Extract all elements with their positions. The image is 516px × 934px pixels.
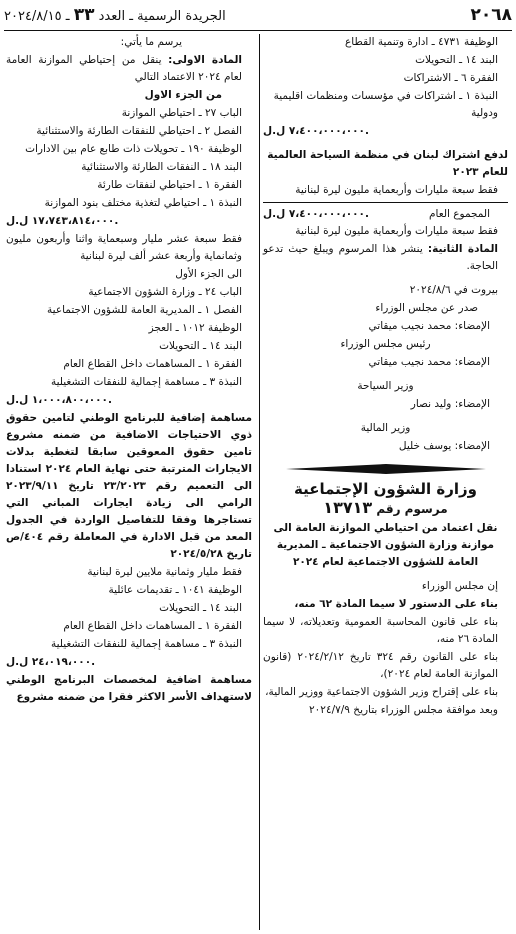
line: البند ١٨ ـ النفقات الطارئة والاستثنائية	[81, 161, 242, 173]
line: الوظيفة ١٩٠ ـ تحويلات ذات طابع عام بين الادارات	[25, 143, 242, 155]
total-amount: ٧،٤٠٠،٠٠٠،٠٠٠ ل.ل.	[263, 208, 369, 220]
line: الفصل ٢ ـ احتياطي للنفقات الطارئة والاستثنائية	[36, 125, 242, 137]
amount: ١،٠٠٠،٨٠٠،٠٠٠ ل.ل.	[6, 394, 112, 406]
signature: الإمضاء: وليد نصار	[410, 398, 490, 410]
divider	[263, 202, 508, 203]
part-heading: من الجزء الاول	[144, 89, 222, 101]
issue-number: ٣٣	[73, 5, 95, 25]
basis: بناء على إقتراح وزير الشؤون الاجتماعية ووزير المالية،	[265, 686, 498, 698]
signature: الإمضاء: يوسف خليل	[398, 440, 490, 452]
total-words: فقط سبعة مليارات وأربعماية مليون ليرة لبنانية	[295, 225, 498, 237]
article-1-text: ينقل من إحتياطي الموازنة العامة لعام ٢٠٢٤ الاعتماد التالي	[6, 54, 242, 83]
line: النبذة ٣ ـ مساهمة إجمالية للنفقات التشغيلية	[50, 376, 242, 388]
page-number: ٢٠٦٨	[470, 5, 512, 25]
line: البند ١٤ ـ التحويلات	[159, 340, 242, 352]
contribution-paragraph: مساهمة اضافية لمخصصات البرنامج الوطني لاستهداف الأسر الاكثر فقرا من ضمنه مشروع	[6, 674, 252, 703]
issue-date: ـ ٢٠٢٤/٨/١٥	[4, 9, 70, 24]
article-2-label: المادة الثانية:	[427, 243, 498, 255]
line: النبذة ١ ـ احتياطي لتغذية مختلف بنود الموازنة	[44, 197, 242, 209]
right-column	[263, 34, 508, 720]
line: الباب ٢٧ ـ احتياطي الموازنة	[121, 107, 242, 119]
article-2-text: ينشر هذا المرسوم ويبلغ حيث تدعو الحاجة.	[263, 243, 498, 272]
article-1-label: المادة الاولى:	[168, 54, 242, 66]
signature: الإمضاء: محمد نجيب ميقاتي	[368, 356, 490, 368]
ornament-icon	[286, 463, 486, 475]
basis: بناء على قانون المحاسبة العمومية وتعديلاته، لا سيما المادة ٢٦ منه،	[263, 616, 498, 645]
decrees-line: يرسم ما يأتي:	[120, 36, 182, 48]
official-title: وزير المالية	[360, 422, 411, 434]
basis: بناء على الدستور لا سيما المادة ٦٢ منه،	[294, 598, 498, 610]
ornament-divider	[263, 459, 508, 479]
amount-words: فقط سبعة عشر مليار وسبعماية واثنا وأربعون مليون وثمانماية وأربعة عشر ألف ليرة لبنانية	[6, 233, 242, 262]
amount: ١٧،٧٤٣،٨١٤،٠٠٠ ل.ل.	[6, 215, 119, 227]
page-header	[4, 0, 512, 30]
line: الفصل ١ ـ المديرية العامة للشؤون الاجتماعية	[47, 304, 242, 316]
amount: ٢٤،٠١٩،٠٠٠ ل.ل.	[6, 656, 96, 668]
column-divider	[259, 34, 260, 930]
decree-heading	[263, 499, 508, 518]
decree-subject: نقل اعتماد من احتياطي الموازنة العامة الى موازنة وزارة الشؤون الاجتماعية ـ المديرية العامة للشؤون الاجتماعية لعام ٢٠٢٤	[273, 522, 498, 568]
gazette-title: الجريدة الرسمية ـ العدد	[98, 9, 226, 24]
basis: وبعد موافقة مجلس الوزراء بتاريخ ٢٠٢٤/٧/٩	[309, 704, 498, 716]
official-title: رئيس مجلس الوزراء	[340, 338, 431, 350]
council: إن مجلس الوزراء	[421, 580, 498, 592]
article-1	[6, 52, 252, 86]
contribution-paragraph: مساهمة إضافية للبرنامج الوطني لتامين حقوق ذوي الاحتياجات الاضافية من ضمنه مشروع تامين حقوق المعوقين سابقا لتغطية بدلات الايجارات المترتبة حتى نهاية العام ٢٠٢٤ استنادا الى التعميم رقم ٢٣/٢٠٢٣ تاريخ ٢٠٢٣/٩/١١ الرامي الى زيادة ايجارات المباني التي تستاجرها وفقا للتفاصيل الواردة في الجدول المعد من قبل الادارة في المعاملة رقم ٤٠٤/ص تاريخ ٢٠٢٤/٥/٢٨	[6, 412, 252, 560]
header-divider	[4, 30, 512, 31]
line: الوظيفة ٤٧٣١ ـ ادارة وتنمية القطاع	[345, 36, 498, 48]
gazette-heading	[4, 5, 226, 25]
line: الفقرة ٦ ـ الاشتراكات	[403, 72, 498, 84]
left-column	[6, 34, 252, 707]
line: البند ١٤ ـ التحويلات	[159, 602, 242, 614]
issued-by: صدر عن مجلس الوزراء	[375, 302, 478, 314]
line: الوظيفة ١٠٤١ ـ تقديمات عائلية	[108, 584, 242, 596]
amount-words: فقط سبعة مليارات وأربعماية مليون ليرة لبنانية	[295, 184, 498, 196]
section-title: لدفع اشتراك لبنان في منظمة السياحة العالمية للعام ٢٠٢٣	[267, 149, 508, 178]
line: البند ١٤ ـ التحويلات	[415, 54, 498, 66]
line: الفقرة ١ ـ المساهمات داخل القطاع العام	[63, 358, 242, 370]
total-label: المجموع العام	[429, 208, 490, 220]
line: الفقرة ١ ـ احتياطي لنفقات طارئة	[97, 179, 242, 191]
line: الباب ٢٤ ـ وزارة الشؤون الاجتماعية	[88, 286, 242, 298]
line: الوظيفة ١٠١٢ ـ العجز	[148, 322, 242, 334]
line: النبذة ٣ ـ مساهمة إجمالية للنفقات التشغيلية	[50, 638, 242, 650]
total-row	[263, 206, 508, 223]
basis: بناء على القانون رقم ٣٢٤ تاريخ ٢٠٢٤/٢/١٢ (قانون الموازنة العامة لعام ٢٠٢٤)،	[263, 651, 498, 680]
article-2	[263, 241, 508, 275]
decree-label: مرسوم رقم	[376, 502, 448, 516]
part-heading: الى الجزء الأول	[175, 268, 242, 280]
official-title: وزير السياحة	[357, 380, 414, 392]
signature: الإمضاء: محمد نجيب ميقاتي	[368, 320, 490, 332]
place-date: بيروت في ٢٠٢٤/٨/٦	[409, 284, 498, 296]
amount: ٧،٤٠٠،٠٠٠،٠٠٠ ل.ل.	[263, 125, 369, 137]
line: الفقرة ١ ـ المساهمات داخل القطاع العام	[63, 620, 242, 632]
ministry-title: وزارة الشؤون الإجتماعية	[293, 480, 477, 498]
line: النبذة ١ ـ اشتراكات في مؤسسات ومنظمات اقليمية ودولية	[273, 90, 498, 119]
amount-words: فقط مليار وثمانية ملايين ليرة لبنانية	[87, 566, 242, 578]
decree-number: ١٣٧١٣	[323, 498, 373, 517]
